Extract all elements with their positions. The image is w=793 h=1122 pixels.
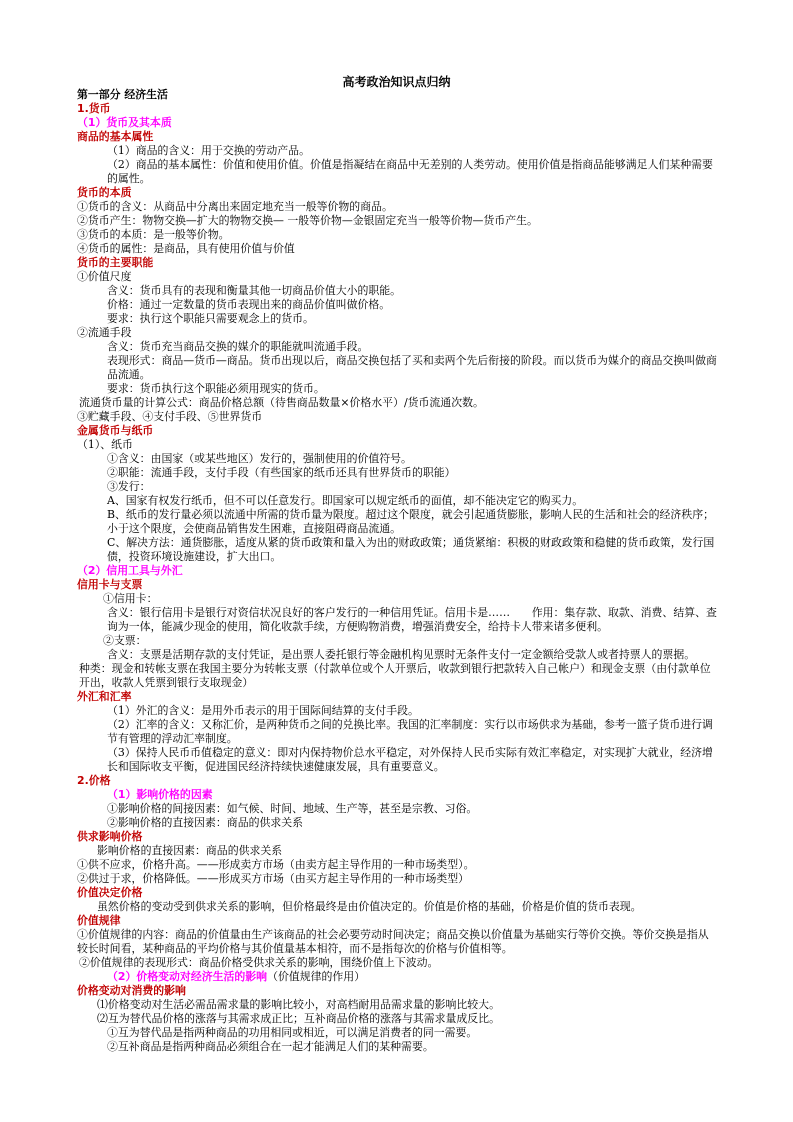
section-heading: 价值规律 (77, 914, 121, 927)
text-line: 影响价格的直接因素：商品的供求关系 (97, 844, 283, 857)
text-line: 要求：执行这个职能只需要观念上的货币。 (107, 312, 314, 325)
section-heading: （1）货币及其本质 (77, 116, 172, 129)
text-line: （1）、纸币 (77, 438, 133, 451)
text-line: ①互为替代品是指两种商品的功用相同或相近，可以满足消费者的同一需要。 (107, 1026, 478, 1039)
text-line: （2）商品的基本属性：价值和使用价值。价值是指凝结在商品中无差别的人类劳动。使用价值是指商品能够满足人们某种需要的属性。 (107, 158, 713, 185)
text-line: ①信用卡： (103, 592, 158, 605)
section-heading: 商品的基本属性 (77, 130, 154, 143)
text-line (77, 970, 717, 984)
section-heading: 1.货币 (77, 102, 111, 115)
text-line: 种类：现金和转帐支票在我国主要分为转帐支票（付款单位或个人开票后，收款到银行把款转入自己帐户）和现金支票（由付款单位开出，收款人凭票到银行支取现金） (79, 662, 711, 689)
section-heading: 价格变动对消费的影响 (77, 984, 186, 997)
text-line: ③发行： (107, 480, 151, 493)
text-line: ②货币产生：物物交换—扩大的物物交换— 一般等价物—金银固定充当一般等价物—货币产生。 (77, 214, 538, 227)
text-line: 含义：货币充当商品交换的媒介的职能就叫流通手段。 (107, 340, 369, 353)
text-line: ②互补商品是指两种商品必须组合在一起才能满足人们的某种需要。 (107, 1040, 434, 1053)
text-line: ②流通手段 (77, 326, 132, 339)
section-heading: 价值决定价格 (77, 886, 143, 899)
text-line: ①含义：由国家（或某些地区）发行的，强制使用的价值符号。 (107, 452, 412, 465)
text-line: 虽然价格的变动受到供求关系的影响，但价格最终是由价值决定的。价值是价格的基础，价格是价值的货币表现。 (97, 900, 642, 913)
text-line: （3）保持人民币币值稳定的意义：即对内保持物价总水平稳定，对外保持人民币实际有效汇率稳定，对实现扩大就业，经济增长和国际收支平衡，促进国民经济持续快速健康发展，具有重要意义。 (107, 746, 713, 773)
text-line: 表现形式：商品—货币—商品。货币出现以后，商品交换包括了买和卖两个先后衔接的阶段。而以货币为媒介的商品交换叫做商品流通。 (107, 354, 717, 381)
section-heading: 货币的本质 (77, 186, 132, 199)
text-line: ②影响价格的直接因素：商品的供求关系 (107, 816, 304, 829)
text-line: 要求：货币执行这个职能必须用现实的货币。 (107, 382, 325, 395)
text-line: ④货币的属性：是商品，具有使用价值与价值 (77, 242, 295, 255)
part-heading: 第一部分 经济生活 (77, 88, 168, 101)
section-heading: 金属货币与纸币 (77, 424, 154, 437)
text-line: （1）商品的含义：用于交换的劳动产品。 (107, 144, 310, 157)
text-line: 流通货币量的计算公式：商品价格总额（待售商品数量×价格水平）/货币流通次数。 (79, 396, 484, 409)
text-line: （2）汇率的含义：又称汇价，是两种货币之间的兑换比率。我国的汇率制度：实行以市场供求为基础，参考一篮子货币进行调节有管理的浮动汇率制度。 (107, 718, 713, 745)
subsection-note: （价值规律的作用） (267, 970, 366, 983)
text-line: （1）外汇的含义：是用外币表示的用于国际间结算的支付手段。 (107, 704, 419, 717)
section-heading: 信用卡与支票 (77, 578, 143, 591)
section-heading: （2）信用工具与外汇 (77, 564, 183, 577)
section-heading: 货币的主要职能 (77, 256, 154, 269)
subsection-heading: （2）价格变动对经济生活的影响 (107, 970, 268, 983)
text-line: ⑴价格变动对生活必需品需求量的影响比较小，对高档耐用品需求量的影响比较大。 (97, 998, 500, 1011)
text-line: ②价值规律的表现形式：商品价格受供求关系的影响，围绕价值上下波动。 (79, 956, 439, 969)
text-line: ①影响价格的间接因素：如气候、时间、地域、生产等，甚至是宗教、习俗。 (107, 802, 478, 815)
text-line: ②支票： (103, 634, 147, 647)
section-heading: 外汇和汇率 (77, 690, 132, 703)
document-body (77, 88, 717, 1054)
text-line: 含义：支票是活期存款的支付凭证，是出票人委托银行等金融机构见票时无条件支付一定金额给受款人或者持票人的票据。 (107, 648, 696, 661)
text-line: 价格：通过一定数量的货币表现出来的商品价值叫做价格。 (107, 298, 391, 311)
document-title: 高考政治知识点归纳 (342, 75, 451, 89)
section-heading: （1）影响价格的因素 (107, 788, 213, 801)
text-line: ②职能：流通手段，支付手段（有些国家的纸币还具有世界货币的职能） (107, 466, 456, 479)
section-heading: 供求影响价格 (77, 830, 143, 843)
text-line: ①货币的含义：从商品中分离出来固定地充当一般等价物的商品。 (77, 200, 393, 213)
section-heading: 2.价格 (77, 774, 111, 787)
text-line: 含义：货币具有的表现和衡量其他一切商品价值大小的职能。 (107, 284, 402, 297)
text-line: B、纸币的发行量必须以流通中所需的货币量为限度。超过这个限度，就会引起通货膨胀，影响人民的生活和社会的经济秩序；小于这个限度，会使商品销售发生困难，直接阻碍商品流通。 (107, 508, 714, 535)
text-line: 含义：银行信用卡是银行对资信状况良好的客户发行的一种信用凭证。信用卡是…… 作用：集存款、取款、消费、结算、查询为一体，能减少现金的使用，简化收款手续，方便购物消费，增强消费安全，给持卡人带来诸多便利。 (107, 606, 717, 633)
text-line: ⑵互为替代品价格的涨落与其需求成正比；互补商品价格的涨落与其需求量成反比。 (97, 1012, 500, 1025)
text-line: ②供过于求，价格降低。——形成买方市场（由买方起主导作用的一种市场类型） (77, 872, 470, 885)
text-line: ①供不应求，价格升高。——形成卖方市场（由卖方起主导作用的一种市场类型）。 (77, 858, 475, 871)
text-line: ③贮藏手段、④支付手段、⑤世界货币 (77, 410, 263, 423)
text-line: ①价值规律的内容：商品的价值量由生产该商品的社会必要劳动时间决定；商品交换以价值量为基础实行等价交换。等价交换是指从较长时间看，某种商品的平均价格与其价值量基本相符，而不是指每次的价格与价值相等。 (77, 928, 709, 955)
text-line: ③货币的本质：是一般等价物。 (77, 228, 230, 241)
text-line: A、国家有权发行纸币，但不可以任意发行。即国家可以规定纸币的面值，却不能决定它的购买力。 (107, 494, 584, 507)
text-line: C、解决方法：通货膨胀，适度从紧的货币政策和量入为出的财政政策；通货紧缩：积极的财政政策和稳健的货币政策，发行国债，投资环境设施建设，扩大出口。 (107, 536, 715, 563)
text-line: ①价值尺度 (77, 270, 132, 283)
